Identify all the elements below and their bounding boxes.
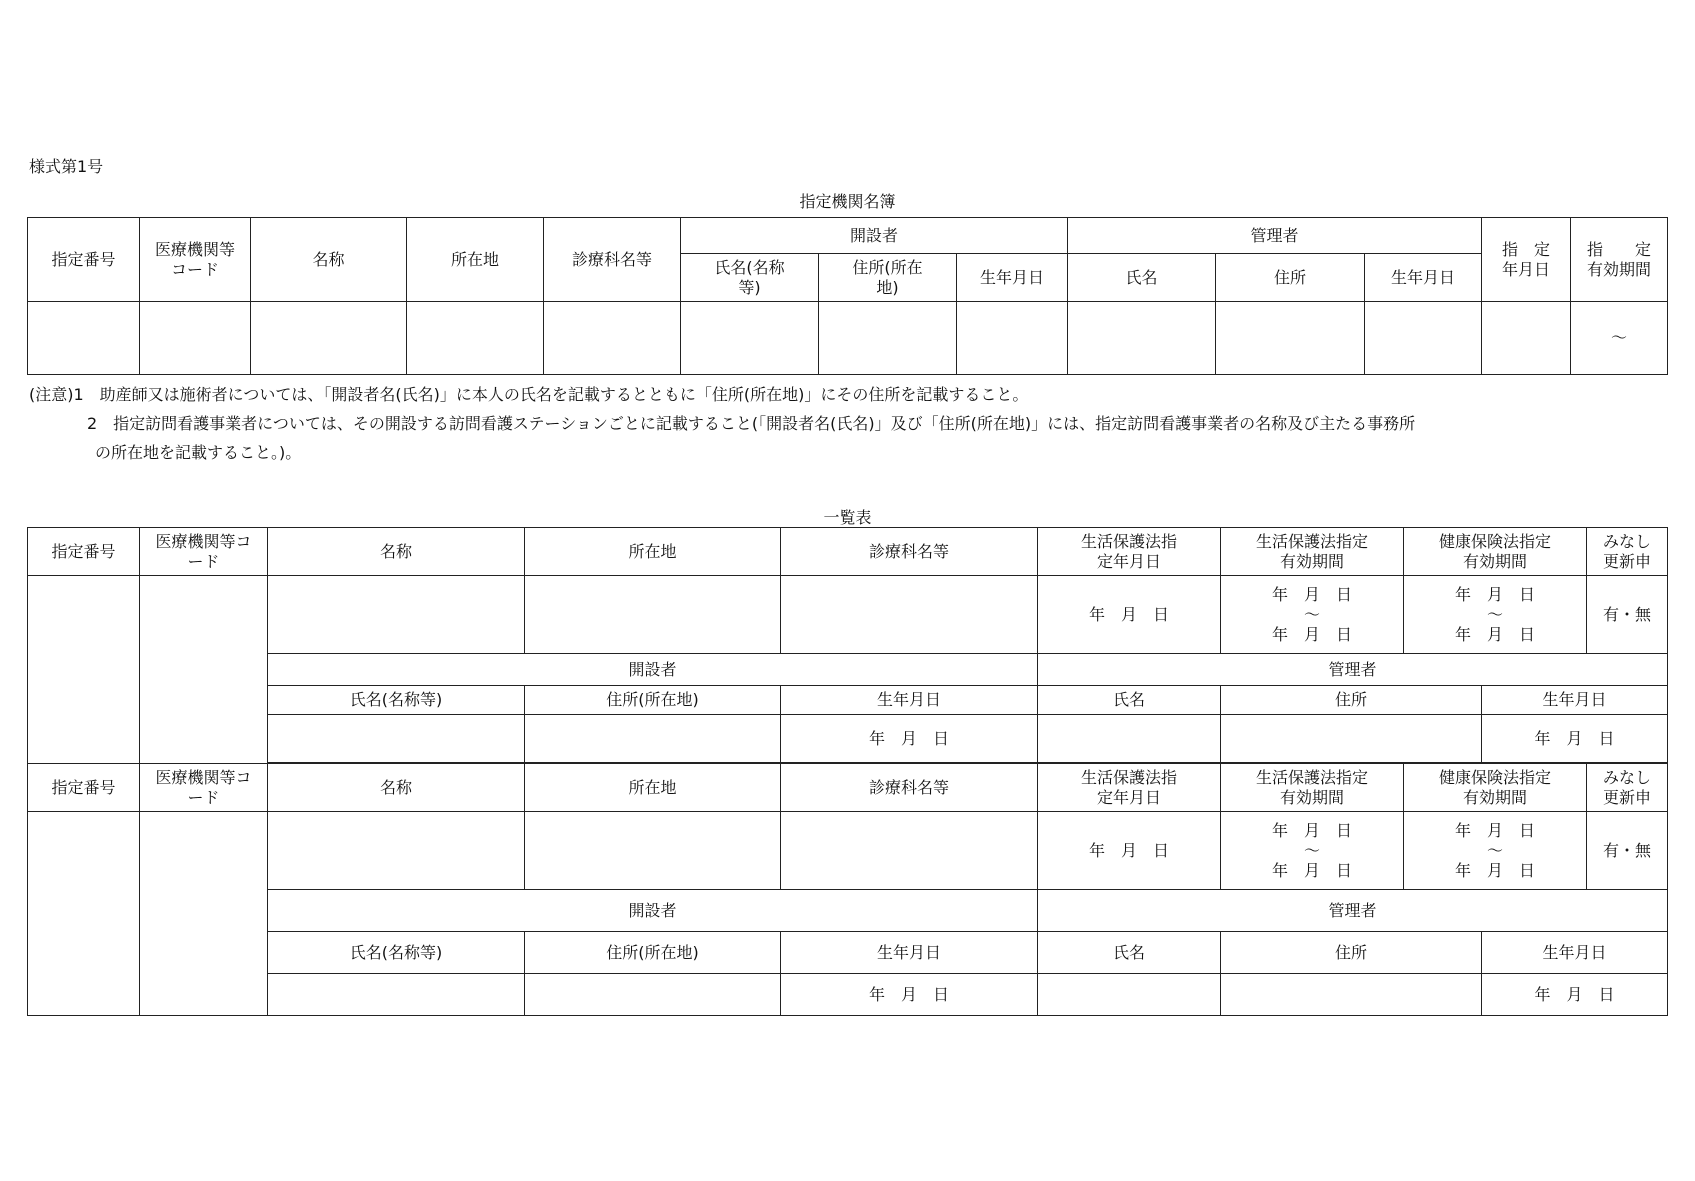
list-cell-location[interactable] (525, 812, 781, 890)
header-founder-addr-text: 住所(所在地) (852, 257, 923, 297)
list-cell-name[interactable] (268, 576, 525, 654)
list-header-founder-name: 氏名(名称等) (268, 686, 525, 715)
header-manager: 管理者 (1068, 218, 1482, 254)
list-header-dept: 診療科名等 (781, 764, 1038, 812)
list-table (27, 527, 1668, 1016)
header-valid-period-line2: 有効期間 (1587, 259, 1652, 279)
list-cell-welfare-period[interactable] (1221, 576, 1404, 654)
header-designation-date (1482, 218, 1571, 302)
list-header-founder-addr: 住所(所在地) (525, 686, 781, 715)
header-number: 指定番号 (28, 218, 140, 302)
registry-table (27, 217, 1668, 375)
list-cell-welfare-period[interactable] (1221, 812, 1404, 890)
list-header-welfare-period-text: 生活保護法指定有効期間 (1255, 767, 1368, 807)
list-header-code (140, 764, 268, 812)
list-cell-founder-addr[interactable] (525, 715, 781, 763)
list-header-founder-birth: 生年月日 (781, 686, 1038, 715)
header-dept: 診療科名等 (544, 218, 681, 302)
list-header-manager-addr: 住所 (1221, 932, 1482, 974)
header-founder-name-text: 氏名(名称等) (714, 257, 785, 297)
cell-location[interactable] (407, 302, 544, 375)
list-header-number: 指定番号 (28, 528, 140, 576)
cell-designation-date[interactable] (1482, 302, 1571, 375)
list-header-welfare-date-text: 生活保護法指定年月日 (1080, 767, 1177, 807)
header-manager-name: 氏名 (1068, 254, 1216, 302)
list-header-welfare-date (1038, 764, 1221, 812)
health-period-start: 年 月 日 (1454, 820, 1535, 840)
list-cell-manager-birth[interactable]: 年 月 日 (1482, 715, 1668, 763)
list-header-welfare-period-text: 生活保護法指定有効期間 (1255, 531, 1368, 571)
cell-manager-name[interactable] (1068, 302, 1216, 375)
list-header-location: 所在地 (525, 528, 781, 576)
list-header-name: 名称 (268, 764, 525, 812)
list-header-welfare-period (1221, 528, 1404, 576)
list-cell-founder-birth[interactable]: 年 月 日 (781, 974, 1038, 1016)
list-cell-founder-addr[interactable] (525, 974, 781, 1016)
cell-number[interactable] (28, 302, 140, 375)
welfare-period-start: 年 月 日 (1271, 820, 1352, 840)
header-founder-name (681, 254, 819, 302)
list-header-dept: 診療科名等 (781, 528, 1038, 576)
note-2: 2 指定訪問看護事業者については、その開設する訪問看護ステーションごとに記載すること(「開設者名(氏名)」及び「住所(所在地)」には、指定訪問看護事業者の名称及び主たる事務所 (87, 414, 1416, 433)
list-header-deemed-text: みなし更新申 (1602, 767, 1651, 807)
list-header-code-text: 医療機関等コード (155, 531, 252, 571)
list-header-manager-birth: 生年月日 (1482, 686, 1668, 715)
list-header-health-period (1404, 528, 1587, 576)
header-location: 所在地 (407, 218, 544, 302)
list-header-founder: 開設者 (268, 890, 1038, 932)
registry-title: 指定機関名簿 (799, 192, 896, 211)
list-header-health-period (1404, 764, 1587, 812)
list-header-founder: 開設者 (268, 654, 1038, 686)
list-cell-dept[interactable] (781, 576, 1038, 654)
welfare-period-start: 年 月 日 (1271, 584, 1352, 604)
cell-manager-addr[interactable] (1216, 302, 1365, 375)
list-cell-manager-birth[interactable]: 年 月 日 (1482, 974, 1668, 1016)
header-manager-birth: 生年月日 (1365, 254, 1482, 302)
list-cell-welfare-date[interactable]: 年 月 日 (1038, 576, 1221, 654)
list-header-code-text: 医療機関等コード (155, 767, 252, 807)
health-period-start: 年 月 日 (1454, 584, 1535, 604)
cell-founder-name[interactable] (681, 302, 819, 375)
list-cell-deemed[interactable]: 有・無 (1587, 812, 1668, 890)
list-title: 一覧表 (823, 508, 872, 527)
note-2-continued: の所在地を記載すること。)。 (95, 443, 302, 462)
welfare-period-tilde: ～ (1303, 840, 1320, 860)
note-1: (注意)1 助産師又は施術者については、「開設者名(氏名)」に本人の氏名を記載するとともに「住所(所在地)」にその住所を記載すること。 (29, 385, 1029, 404)
header-valid-period (1571, 218, 1668, 302)
list-cell-manager-addr[interactable] (1221, 974, 1482, 1016)
welfare-period-tilde: ～ (1303, 604, 1320, 624)
header-code (140, 218, 251, 302)
header-founder: 開設者 (681, 218, 1068, 254)
header-designation-date-line1: 指 定 (1502, 239, 1551, 259)
list-cell-health-period[interactable] (1404, 812, 1587, 890)
list-header-deemed (1587, 528, 1668, 576)
cell-code[interactable] (140, 302, 251, 375)
list-header-code (140, 528, 268, 576)
list-cell-location[interactable] (525, 576, 781, 654)
list-header-manager-birth: 生年月日 (1482, 932, 1668, 974)
list-cell-dept[interactable] (781, 812, 1038, 890)
list-header-welfare-period (1221, 764, 1404, 812)
list-header-manager: 管理者 (1038, 654, 1668, 686)
list-cell-manager-addr[interactable] (1221, 715, 1482, 763)
form-number: 様式第1号 (29, 157, 104, 176)
cell-valid-period[interactable]: ～ (1571, 302, 1668, 375)
header-manager-addr: 住所 (1216, 254, 1365, 302)
list-cell-code[interactable] (140, 812, 268, 1016)
header-name: 名称 (251, 218, 407, 302)
list-cell-deemed[interactable]: 有・無 (1587, 576, 1668, 654)
list-header-deemed-text: みなし更新申 (1602, 531, 1651, 571)
header-founder-birth: 生年月日 (957, 254, 1068, 302)
list-header-manager: 管理者 (1038, 890, 1668, 932)
welfare-period-end: 年 月 日 (1271, 624, 1352, 644)
header-valid-period-line1: 指 定 (1587, 239, 1652, 259)
list-cell-number[interactable] (28, 812, 140, 1016)
header-founder-addr (819, 254, 957, 302)
list-header-manager-name: 氏名 (1038, 932, 1221, 974)
list-header-founder-birth: 生年月日 (781, 932, 1038, 974)
list-cell-manager-name[interactable] (1038, 715, 1221, 763)
list-header-deemed (1587, 764, 1668, 812)
list-header-founder-addr: 住所(所在地) (525, 932, 781, 974)
list-header-manager-name: 氏名 (1038, 686, 1221, 715)
list-header-founder-name: 氏名(名称等) (268, 932, 525, 974)
health-period-tilde: ～ (1486, 840, 1503, 860)
list-cell-manager-name[interactable] (1038, 974, 1221, 1016)
health-period-end: 年 月 日 (1454, 860, 1535, 880)
list-header-health-period-text: 健康保険法指定有効期間 (1438, 767, 1551, 807)
list-cell-health-period[interactable] (1404, 576, 1587, 654)
list-cell-name[interactable] (268, 812, 525, 890)
cell-founder-addr[interactable] (819, 302, 957, 375)
list-header-name: 名称 (268, 528, 525, 576)
list-header-welfare-date-text: 生活保護法指定年月日 (1080, 531, 1177, 571)
list-cell-number[interactable] (28, 576, 140, 764)
list-cell-welfare-date[interactable]: 年 月 日 (1038, 812, 1221, 890)
cell-name[interactable] (251, 302, 407, 375)
list-cell-code[interactable] (140, 576, 268, 764)
list-cell-founder-name[interactable] (268, 974, 525, 1016)
list-header-manager-addr: 住所 (1221, 686, 1482, 715)
cell-founder-birth[interactable] (957, 302, 1068, 375)
cell-dept[interactable] (544, 302, 681, 375)
welfare-period-end: 年 月 日 (1271, 860, 1352, 880)
health-period-end: 年 月 日 (1454, 624, 1535, 644)
header-code-text: 医療機関等コード (155, 239, 236, 279)
list-header-health-period-text: 健康保険法指定有効期間 (1438, 531, 1551, 571)
list-header-location: 所在地 (525, 764, 781, 812)
list-header-number: 指定番号 (28, 764, 140, 812)
list-cell-founder-birth[interactable]: 年 月 日 (781, 715, 1038, 763)
header-designation-date-line2: 年月日 (1502, 259, 1551, 279)
health-period-tilde: ～ (1486, 604, 1503, 624)
list-cell-founder-name[interactable] (268, 715, 525, 763)
list-header-welfare-date (1038, 528, 1221, 576)
cell-manager-birth[interactable] (1365, 302, 1482, 375)
